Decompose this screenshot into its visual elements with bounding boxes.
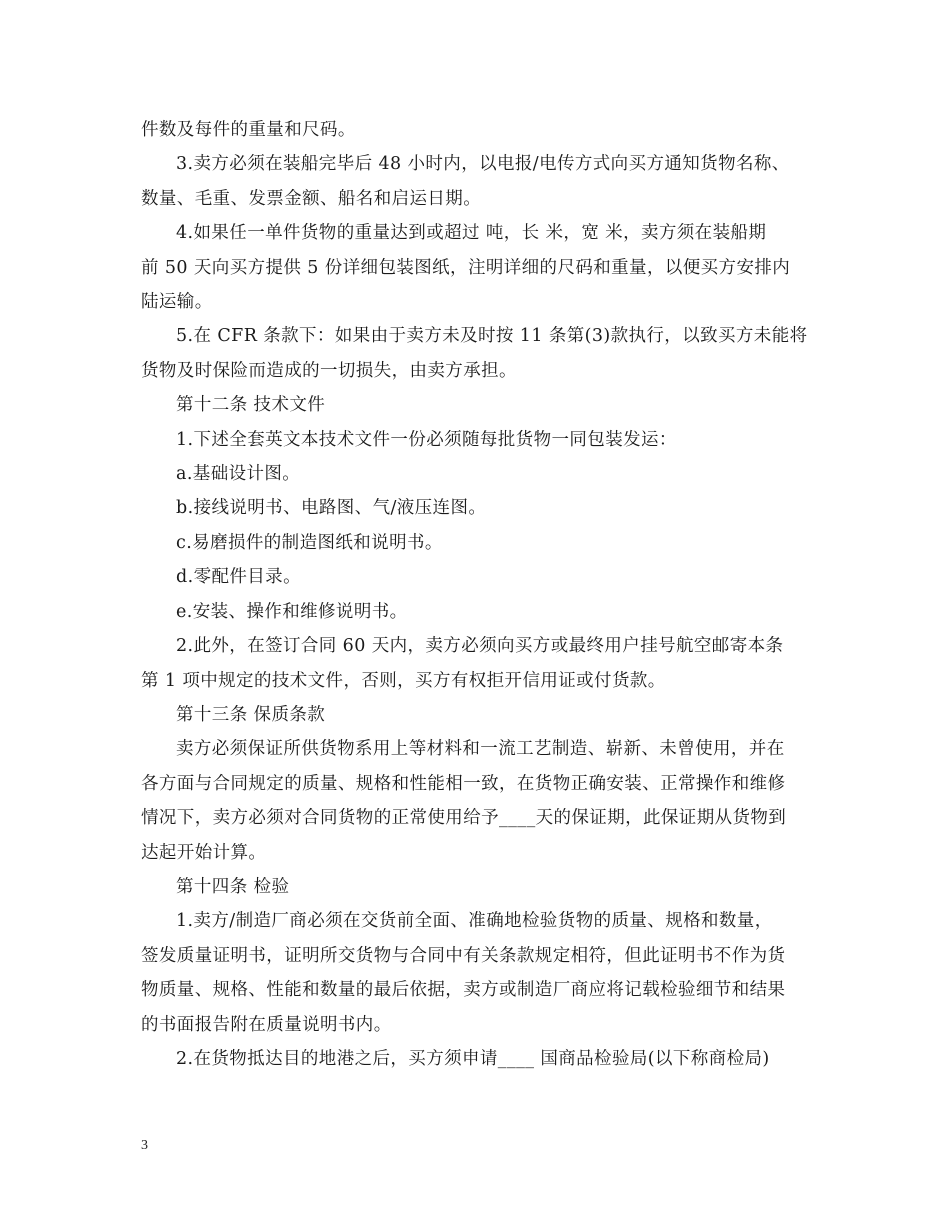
text-line: 各方面与合同规定的质量、规格和性能相一致，在货物正确安装、正常操作和维修 (141, 773, 786, 794)
page-number: 3 (141, 1138, 148, 1153)
text-line: 卖方必须保证所供货物系用上等材料和一流工艺制造、崭新、未曾使用，并在 (176, 739, 785, 760)
text-line: 5.在 CFR 条款下：如果由于卖方未及时按 11 条第(3)款执行，以致买方未能将 (176, 326, 808, 347)
text-line: a.基础设计图。 (176, 464, 301, 485)
text-line: 件数及每件的重量和尺码。 (141, 120, 356, 140)
text-line: e.安装、操作和维修说明书。 (176, 601, 408, 622)
text-line: 第 1 项中规定的技术文件，否则，买方有权拒开信用证或付货款。 (141, 670, 666, 691)
document-body (141, 113, 813, 1076)
text-line: 达起开始计算。 (141, 842, 267, 863)
text-line: 2.在货物抵达目的地港之后，买方须申请____ 国商品检验局(以下称商检局) (176, 1048, 770, 1069)
text-line: 4.如果任一单件货物的重量达到或超过 吨，长 米，宽 米，卖方须在装船期 (176, 223, 767, 244)
text-line: d.零配件目录。 (176, 567, 301, 588)
text-line: 情况下，卖方必须对合同货物的正常使用给予____天的保证期，此保证期从货物到 (141, 808, 787, 829)
text-line: 货物及时保险而造成的一切损失，由卖方承担。 (141, 360, 517, 381)
text-line: 第十三条 保质条款 (176, 704, 326, 725)
text-line: c.易磨损件的制造图纸和说明书。 (176, 532, 443, 553)
text-line: b.接线说明书、电路图、气/液压连图。 (176, 498, 487, 519)
text-line: 1.下述全套英文本技术文件一份必须随每批货物一同包装发运： (176, 429, 677, 450)
text-line: 陆运输。 (141, 292, 213, 313)
text-line: 2.此外，在签订合同 60 天内，卖方必须向买方或最终用户挂号航空邮寄本条 (176, 636, 784, 657)
text-line: 前 50 天向买方提供 5 份详细包装图纸，注明详细的尺码和重量，以便买方安排内 (141, 257, 791, 278)
text-line: 数量、毛重、发票金额、船名和启运日期。 (141, 188, 482, 209)
text-line: 第十四条 检验 (176, 876, 290, 897)
text-line: 1.卖方/制造厂商必须在交货前全面、准确地检验货物的质量、规格和数量， (176, 911, 773, 932)
text-line: 物质量、规格、性能和数量的最后依据，卖方或制造厂商应将记载检验细节和结果 (141, 980, 786, 1001)
text-line: 3.卖方必须在装船完毕后 48 小时内，以电报/电传方式向买方通知货物名称、 (176, 154, 790, 175)
text-line: 的书面报告附在质量说明书内。 (141, 1014, 392, 1035)
text-line: 第十二条 技术文件 (176, 395, 326, 416)
text-line: 签发质量证明书，证明所交货物与合同中有关条款规定相符，但此证明书不作为货 (141, 945, 786, 966)
